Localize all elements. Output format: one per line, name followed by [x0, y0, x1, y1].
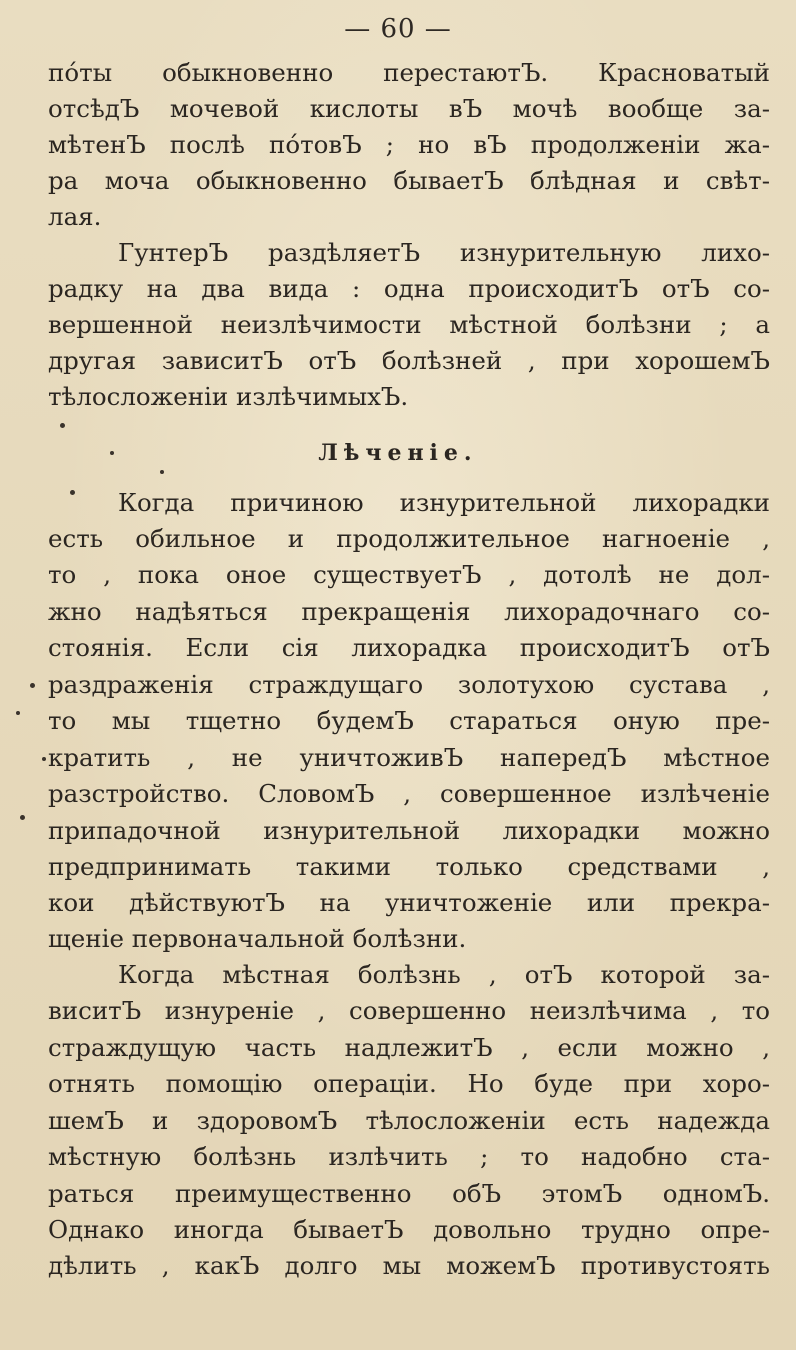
text-line: раздраженія страждущаго золотухою сустава ,: [48, 670, 770, 699]
section-heading: Лѣченіе.: [318, 440, 478, 466]
ink-speck: [16, 711, 20, 715]
text-line: кои дѣйствуютЪ на уничтоженіе или прекра-: [48, 888, 770, 917]
text-line: отсѣдЪ мочевой кислоты вЪ мочѣ вообще за-: [48, 94, 770, 123]
ink-speck: [110, 451, 114, 455]
text-line: лая.: [48, 202, 102, 231]
text-line: тѣлосложеніи излѣчимыхЪ.: [48, 382, 409, 411]
text-line: страждущую часть надлежитЪ , если можно ,: [48, 1033, 770, 1062]
text-line: стоянія. Если сія лихорадка происходитЪ отЪ: [48, 633, 770, 662]
text-line: то мы тщетно будемЪ стараться оную пре-: [48, 706, 770, 735]
text-line: Однако иногда бываетЪ довольно трудно опре-: [48, 1215, 770, 1244]
text-line: кратить , не уничтоживЪ напередЪ мѣстное: [48, 743, 770, 772]
ink-speck: [20, 815, 25, 820]
text-line: ра моча обыкновенно бываетЪ блѣдная и свѣт-: [48, 166, 770, 195]
text-line: Когда мѣстная болѣзнь , отЪ которой за-: [118, 960, 770, 989]
text-line: ГунтерЪ раздѣляетЪ изнурительную лихо-: [118, 238, 770, 267]
text-line: вершенной неизлѣчимости мѣстной болѣзни ; а: [48, 310, 770, 339]
text-line: шемЪ и здоровомЪ тѣлосложеніи есть надежда: [48, 1106, 770, 1135]
text-line: жно надѣяться прекращенія лихорадочнаго со-: [48, 597, 770, 626]
text-line: пóты обыкновенно перестаютЪ. Красноватый: [48, 58, 770, 87]
text-line: другая зависитЪ отЪ болѣзней , при хорошемЪ: [48, 346, 770, 375]
text-line: радку на два вида : одна происходитЪ отЪ со-: [48, 274, 770, 303]
ink-speck: [70, 490, 75, 495]
text-line: мѣтенЪ послѣ пóтовЪ ; но вЪ продолженіи жа-: [48, 130, 770, 159]
text-line: мѣстную болѣзнь излѣчить ; то надобно ста-: [48, 1142, 770, 1171]
text-line: Когда причиною изнурительной лихорадки: [118, 488, 770, 517]
page-number: — 60 —: [344, 14, 452, 44]
text-line: отнять помощію операціи. Но буде при хоро-: [48, 1069, 770, 1098]
text-line: щеніе первоначальной болѣзни.: [48, 924, 467, 953]
ink-speck: [42, 757, 46, 761]
text-line: виситЪ изнуреніе , совершенно неизлѣчима , то: [48, 996, 770, 1025]
ink-speck: [60, 423, 65, 428]
text-line: раться преимущественно обЪ этомЪ одномЪ.: [48, 1179, 770, 1208]
ink-speck: [30, 683, 35, 688]
ink-speck: [160, 470, 164, 474]
text-line: предпринимать такими только средствами ,: [48, 852, 770, 881]
text-line: припадочной изнурительной лихорадки можно: [48, 816, 770, 845]
text-line: есть обильное и продолжительное нагноеніе ,: [48, 524, 770, 553]
text-line: то , пока оное существуетЪ , дотолѣ не дол-: [48, 560, 770, 589]
text-line: разстройство. СловомЪ , совершенное излѣченіе: [48, 779, 770, 808]
text-line: дѣлить , какЪ долго мы можемЪ противустоять: [48, 1251, 770, 1280]
